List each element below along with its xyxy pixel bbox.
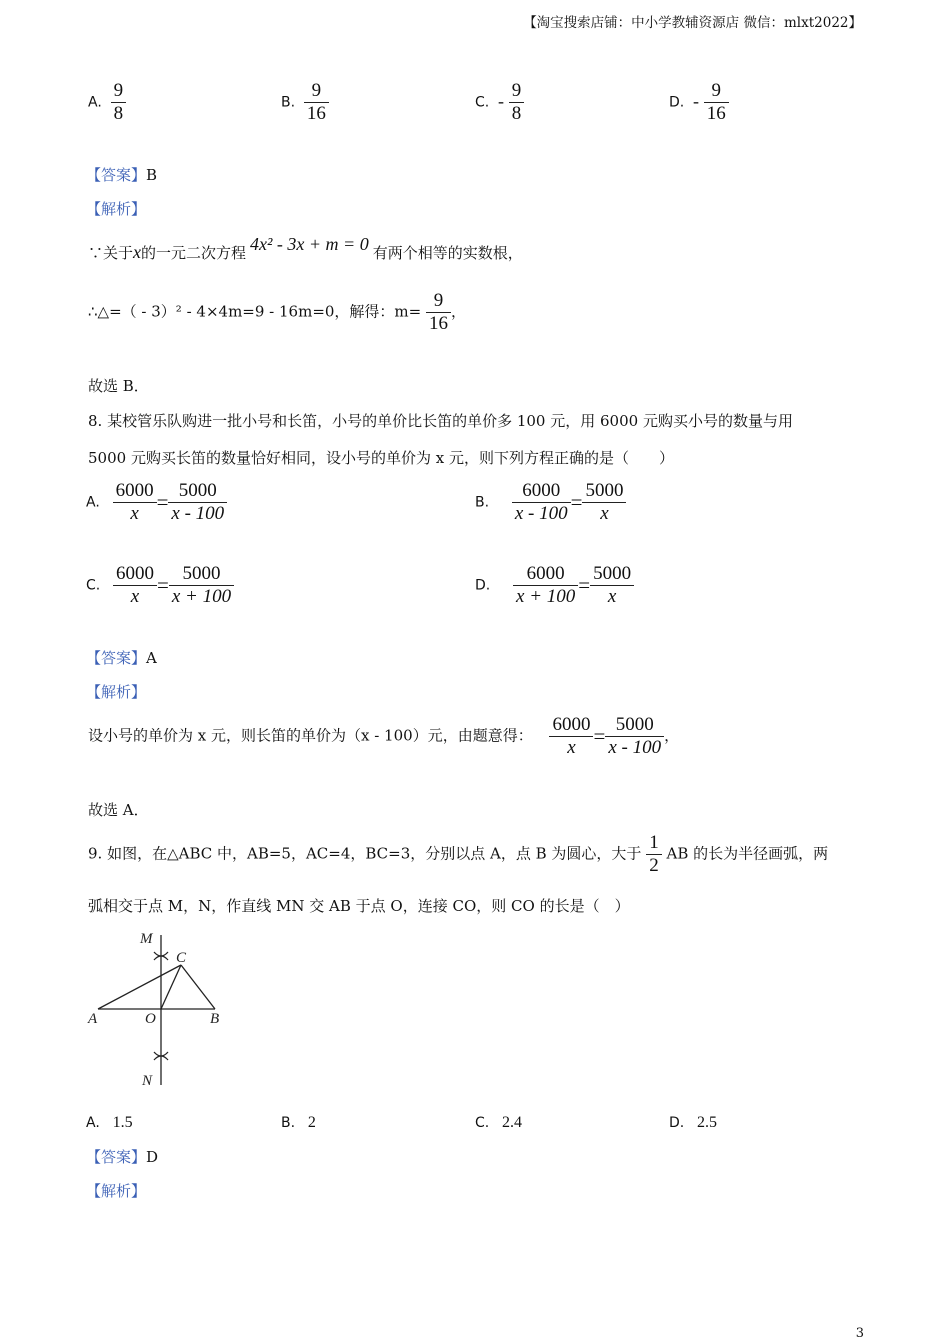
numerator: 9 [304, 80, 329, 103]
q7-option-c [475, 80, 524, 125]
q8-stem-line2: 5000 元购买长笛的数量恰好相同，设小号的单价为 x 元，则下列方程正确的是（ ） [88, 449, 674, 467]
numerator: 9 [704, 80, 729, 103]
text: 的一元二次方程 [141, 244, 247, 262]
segment-co [161, 965, 181, 1009]
q9-geometry-figure [84, 925, 234, 1090]
option-label: B. [475, 494, 490, 511]
q7-analysis-line2 [88, 290, 466, 335]
option-value: 2.5 [697, 1114, 718, 1131]
numerator: 6000 [512, 480, 571, 503]
answer-value: B [146, 166, 158, 184]
denominator: x [600, 503, 609, 524]
option-label: D. [669, 94, 685, 111]
text: 9. 如图，在△ABC 中，AB=5，AC=4，BC=3，分别以点 A，点 B 为圆心，大于 [88, 844, 642, 863]
numerator: 5000 [168, 480, 227, 503]
text: ， [664, 726, 680, 745]
segment-ac [98, 965, 181, 1009]
q8-stem-line1: 8. 某校管乐队购进一批小号和长笛，小号的单价比长笛的单价多 100 元，用 6000 元购买小号的数量与用 [88, 412, 793, 430]
equals-sign: = [570, 490, 583, 514]
numerator: 6000 [113, 563, 157, 586]
q9-analysis-tag: 【解析】 [86, 1182, 147, 1200]
fraction [509, 80, 525, 125]
q9-option-d [669, 1113, 717, 1132]
q9-stem-line2: 弧相交于点 M，N，作直线 MN 交 AB 于点 O，连接 CO，则 CO 的长是（ ） [88, 897, 630, 915]
fraction-right [169, 563, 234, 608]
label-o: O [145, 1011, 156, 1027]
option-label: D. [669, 1115, 685, 1131]
q7-option-a [88, 80, 126, 125]
q8-option-a [86, 480, 227, 525]
option-label: B. [281, 94, 296, 111]
text: 设小号的单价为 x 元，则长笛的单价为（x - 100）元，由题意得： [88, 726, 533, 745]
denominator: x [130, 503, 139, 524]
label-a: A [88, 1011, 98, 1027]
denominator: x + 100 [516, 586, 576, 607]
label-b: B [210, 1011, 220, 1027]
text: AB 的长为半径画弧，两 [666, 844, 829, 863]
fraction-right [168, 480, 227, 525]
text: 有两个相等的实数根， [372, 244, 523, 262]
q9-stem-line1 [88, 832, 828, 877]
header-shop-text: 【淘宝搜索店铺：中小学教辅资源店 微信：mlxt2022】 [523, 15, 862, 31]
option-label: A. [88, 94, 102, 111]
q9-option-b [281, 1113, 316, 1132]
equals-sign: = [593, 724, 606, 748]
numerator: 9 [509, 80, 525, 103]
label-m: M [140, 931, 153, 947]
numerator: 6000 [513, 563, 578, 586]
segment-bc [181, 965, 215, 1009]
numerator: 9 [111, 80, 127, 103]
denominator: x [567, 737, 576, 758]
q7-conclusion: 故选 B． [88, 377, 149, 395]
page-number: 3 [855, 1326, 864, 1341]
fraction [426, 290, 451, 335]
fraction [111, 80, 127, 125]
denominator: 16 [706, 103, 726, 124]
text: ， [451, 302, 467, 321]
fraction-right [582, 480, 626, 525]
fraction-right [605, 714, 664, 759]
denominator: x - 100 [608, 737, 662, 758]
numerator: 5000 [590, 563, 634, 586]
option-value: 2.4 [502, 1114, 523, 1131]
numerator: 5000 [169, 563, 234, 586]
minus-sign: - [498, 90, 505, 111]
equation: 4x² - 3x + m = 0 [250, 234, 369, 254]
denominator: 2 [649, 855, 659, 876]
numerator: 5000 [605, 714, 664, 737]
minus-sign: - [693, 90, 700, 111]
option-label: A. [86, 494, 100, 511]
denominator: x [607, 586, 617, 607]
option-value: 1.5 [112, 1114, 133, 1131]
q8-option-d [475, 563, 634, 608]
label-c: C [176, 950, 187, 966]
equals-sign: = [578, 573, 591, 597]
option-value: 2 [307, 1114, 316, 1131]
fraction [304, 80, 329, 125]
q8-analysis-tag: 【解析】 [86, 683, 147, 701]
fraction-left [513, 563, 578, 608]
numerator: 1 [646, 832, 662, 855]
denominator: 8 [511, 103, 522, 124]
q7-option-b [281, 80, 329, 125]
denominator: x - 100 [171, 503, 225, 524]
fraction [704, 80, 729, 125]
option-label: D. [475, 577, 491, 594]
q7-analysis-line1 [88, 232, 523, 273]
answer-tag: 【答案】 [86, 166, 147, 184]
q8-option-b [475, 480, 626, 525]
option-label: C. [475, 94, 490, 111]
variable: x [133, 242, 142, 262]
fraction-left [512, 480, 571, 525]
answer-value: A [146, 649, 157, 667]
option-label: C. [475, 1115, 490, 1131]
numerator: 5000 [582, 480, 626, 503]
q8-conclusion: 故选 A． [88, 801, 149, 819]
q9-answer [86, 1146, 158, 1167]
denominator: x + 100 [171, 586, 232, 607]
denominator: x [130, 586, 140, 607]
q8-answer [86, 647, 157, 668]
fraction-right [590, 563, 634, 608]
fraction-left [113, 563, 157, 608]
numerator: 6000 [549, 714, 593, 737]
numerator: 6000 [113, 480, 157, 503]
option-label: B. [281, 1115, 296, 1131]
q9-option-c [475, 1113, 522, 1132]
equals-sign: = [156, 490, 169, 514]
option-label: A. [86, 1115, 100, 1131]
answer-value: D [146, 1148, 159, 1166]
q7-analysis-tag: 【解析】 [86, 200, 147, 218]
q9-option-a [86, 1113, 133, 1132]
answer-tag: 【答案】 [86, 649, 147, 667]
q8-analysis-line [88, 714, 679, 759]
fraction-left [549, 714, 593, 759]
equals-sign: = [157, 573, 169, 597]
label-n: N [142, 1073, 153, 1089]
q8-option-c [86, 563, 234, 608]
text: ∴△=（ - 3）² - 4×4m=9 - 16m=0，解得：m= [88, 302, 422, 321]
numerator: 9 [426, 290, 451, 313]
fraction-half [646, 832, 662, 877]
denominator: x - 100 [514, 503, 568, 524]
option-label: C. [86, 577, 101, 594]
q7-answer [86, 164, 157, 185]
q7-option-d [669, 80, 729, 125]
text: ∵关于 [88, 244, 134, 262]
fraction-left [113, 480, 157, 525]
denominator: 8 [113, 103, 124, 124]
answer-tag: 【答案】 [86, 1148, 147, 1166]
denominator: 16 [306, 103, 326, 124]
denominator: 16 [429, 313, 449, 334]
